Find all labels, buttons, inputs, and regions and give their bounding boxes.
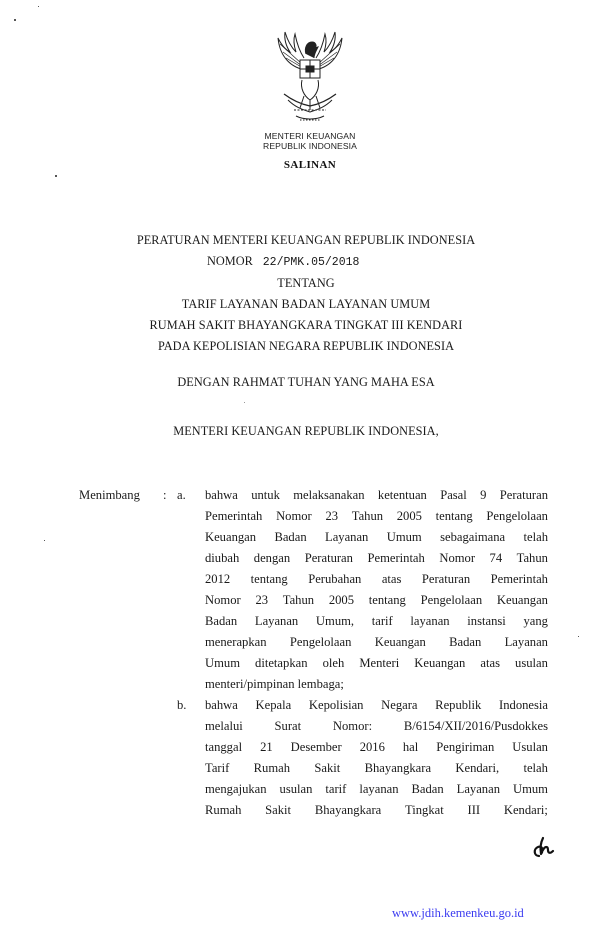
regulation-title: PERATURAN MENTERI KEUANGAN REPUBLIK INDONESIA — [136, 233, 476, 247]
item-marker-b: b. — [177, 698, 187, 712]
scan-speck — [244, 402, 245, 403]
scan-speck — [44, 540, 45, 541]
scan-speck — [38, 6, 39, 7]
salinan-stamp: SALINAN — [283, 159, 337, 171]
tentang-heading: TENTANG — [277, 276, 335, 290]
garuda-pancasila-emblem-icon — [270, 24, 350, 128]
invocation: DENGAN RAHMAT TUHAN YANG MAHA ESA — [177, 375, 435, 389]
text-line: melalui Surat Nomor: B/6154/XII/2016/Pusdokkes — [205, 719, 548, 733]
text-line: 2012 tentang Perubahan atas Peraturan Pemerintah — [205, 572, 548, 586]
menimbang-label: Menimbang — [79, 488, 140, 502]
item-marker-a: a. — [177, 488, 186, 502]
nomor-value: 22/PMK.05/2018 — [262, 256, 360, 269]
jdih-website-link[interactable]: www.jdih.kemenkeu.go.id — [392, 906, 524, 920]
text-line: menerapkan Pengelolaan Keuangan Badan Layanan — [205, 635, 548, 649]
text-line: mengajukan usulan tarif layanan Badan Layanan Umum — [205, 782, 548, 796]
consideration-a — [205, 485, 548, 695]
handwritten-initial-icon — [530, 836, 558, 858]
scan-speck — [55, 175, 57, 177]
text-line: tanggal 21 Desember 2016 hal Pengiriman Usulan — [205, 740, 548, 754]
text-line: bahwa Kepala Kepolisian Negara Republik Indonesia — [205, 698, 548, 712]
scan-speck — [14, 19, 16, 21]
text-line: diubah dengan Peraturan Pemerintah Nomor 74 Tahun — [205, 551, 548, 565]
text-line: Rumah Sakit Bhayangkara Tingkat III Kendari; — [205, 803, 548, 817]
subject-line: PADA KEPOLISIAN NEGARA REPUBLIK INDONESIA — [157, 339, 455, 353]
text-line: Nomor 23 Tahun 2005 tentang Pengelolaan Keuangan — [205, 593, 548, 607]
text-line: Badan Layanan Umum, tarif layanan instansi yang — [205, 614, 548, 628]
text-line: bahwa untuk melaksanakan ketentuan Pasal 9 Peraturan — [205, 488, 548, 502]
text-line: Pemerintah Nomor 23 Tahun 2005 tentang Pengelolaan — [205, 509, 548, 523]
subject-line: TARIF LAYANAN BADAN LAYANAN UMUM — [181, 297, 431, 311]
menimbang-colon: : — [163, 488, 167, 502]
text-line: Keuangan Badan Layanan Umum sebagaimana telah — [205, 530, 548, 544]
subject-line: RUMAH SAKIT BHAYANGKARA TINGKAT III KENDARI — [149, 318, 463, 332]
regulation-number — [207, 254, 359, 270]
ministry-name-line2: REPUBLIK INDONESIA — [263, 141, 357, 151]
nomor-label: NOMOR — [207, 254, 253, 268]
scan-speck — [578, 636, 579, 637]
text-line: menteri/pimpinan lembaga; — [205, 677, 344, 691]
text-line: Tarif Rumah Sakit Bhayangkara Kendari, telah — [205, 761, 548, 775]
ministry-name-line1: MENTERI KEUANGAN — [264, 131, 356, 141]
issuer: MENTERI KEUANGAN REPUBLIK INDONESIA, — [173, 424, 439, 438]
consideration-b — [205, 695, 548, 821]
text-line: Umum ditetapkan oleh Menteri Keuangan atas usulan — [205, 656, 548, 670]
